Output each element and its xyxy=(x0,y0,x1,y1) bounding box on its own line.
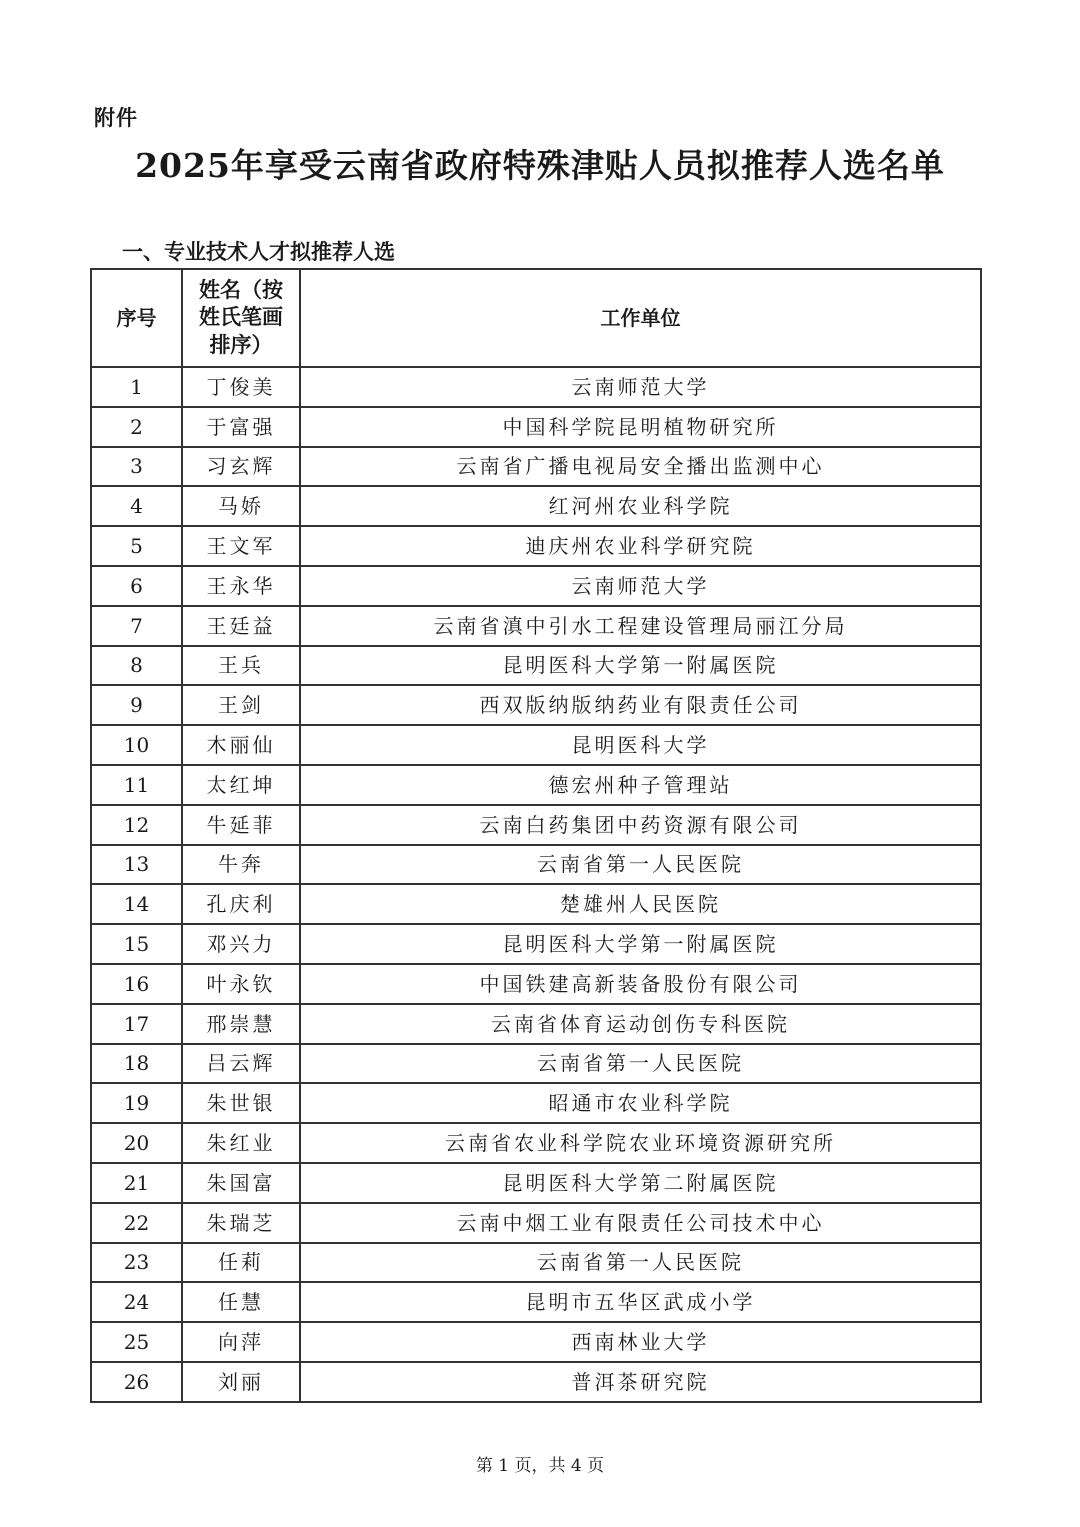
cell-name: 王永华 xyxy=(182,566,300,606)
cell-name: 王文军 xyxy=(182,526,300,566)
cell-unit: 西南林业大学 xyxy=(300,1322,981,1362)
cell-row-number: 2 xyxy=(91,407,182,447)
cell-row-number: 22 xyxy=(91,1203,182,1243)
table-body xyxy=(91,367,981,1402)
cell-row-number: 1 xyxy=(91,367,182,407)
cell-row-number: 24 xyxy=(91,1282,182,1322)
cell-unit: 云南省第一人民医院 xyxy=(300,845,981,885)
table-header-row xyxy=(91,269,981,367)
table-row xyxy=(91,685,981,725)
header-seq: 序号 xyxy=(91,269,182,367)
table-row xyxy=(91,526,981,566)
cell-row-number: 23 xyxy=(91,1243,182,1283)
cell-row-number: 8 xyxy=(91,646,182,686)
cell-unit: 云南省广播电视局安全播出监测中心 xyxy=(300,447,981,487)
cell-row-number: 13 xyxy=(91,845,182,885)
cell-name: 叶永钦 xyxy=(182,964,300,1004)
cell-name: 牛延菲 xyxy=(182,805,300,845)
table-row xyxy=(91,845,981,885)
cell-row-number: 4 xyxy=(91,486,182,526)
cell-row-number: 3 xyxy=(91,447,182,487)
cell-name: 牛奔 xyxy=(182,845,300,885)
cell-unit: 昆明医科大学第一附属医院 xyxy=(300,924,981,964)
table-row xyxy=(91,447,981,487)
cell-name: 朱红业 xyxy=(182,1123,300,1163)
cell-row-number: 11 xyxy=(91,765,182,805)
cell-unit: 中国铁建高新装备股份有限公司 xyxy=(300,964,981,1004)
cell-name: 邓兴力 xyxy=(182,924,300,964)
cell-row-number: 7 xyxy=(91,606,182,646)
cell-unit: 迪庆州农业科学研究院 xyxy=(300,526,981,566)
page-footer: 第 1 页，共 4 页 xyxy=(475,1456,605,1476)
cell-name: 向萍 xyxy=(182,1322,300,1362)
cell-name: 刘丽 xyxy=(182,1362,300,1402)
header-unit: 工作单位 xyxy=(300,269,981,367)
cell-unit: 昆明医科大学第一附属医院 xyxy=(300,646,981,686)
cell-unit: 云南师范大学 xyxy=(300,367,981,407)
attachment-label: 附件 xyxy=(94,106,138,130)
cell-row-number: 19 xyxy=(91,1083,182,1123)
cell-row-number: 15 xyxy=(91,924,182,964)
cell-name: 木丽仙 xyxy=(182,725,300,765)
cell-unit: 德宏州种子管理站 xyxy=(300,765,981,805)
cell-unit: 昆明医科大学 xyxy=(300,725,981,765)
cell-name: 任慧 xyxy=(182,1282,300,1322)
cell-name: 朱世银 xyxy=(182,1083,300,1123)
cell-row-number: 14 xyxy=(91,884,182,924)
cell-unit: 昆明医科大学第二附属医院 xyxy=(300,1163,981,1203)
cell-unit: 云南省第一人民医院 xyxy=(300,1243,981,1283)
cell-row-number: 25 xyxy=(91,1322,182,1362)
table-row xyxy=(91,1243,981,1283)
table-row xyxy=(91,367,981,407)
table-row xyxy=(91,1123,981,1163)
cell-unit: 云南省农业科学院农业环境资源研究所 xyxy=(300,1123,981,1163)
header-name-label: 姓名（按姓氏笔画排序） xyxy=(199,278,283,357)
section-heading: 一、专业技术人才拟推荐人选 xyxy=(122,240,395,264)
cell-row-number: 6 xyxy=(91,566,182,606)
cell-name: 吕云辉 xyxy=(182,1044,300,1084)
cell-name: 王剑 xyxy=(182,685,300,725)
table-row xyxy=(91,1322,981,1362)
table-row xyxy=(91,566,981,606)
table-row xyxy=(91,725,981,765)
candidate-table xyxy=(90,268,982,1403)
table-row xyxy=(91,1083,981,1123)
cell-name: 孔庆利 xyxy=(182,884,300,924)
cell-unit: 红河州农业科学院 xyxy=(300,486,981,526)
table-row xyxy=(91,1163,981,1203)
cell-unit: 云南省体育运动创伤专科医院 xyxy=(300,1004,981,1044)
cell-name: 太红坤 xyxy=(182,765,300,805)
cell-unit: 云南师范大学 xyxy=(300,566,981,606)
table-row xyxy=(91,1004,981,1044)
cell-unit: 普洱茶研究院 xyxy=(300,1362,981,1402)
cell-name: 邢崇慧 xyxy=(182,1004,300,1044)
cell-row-number: 26 xyxy=(91,1362,182,1402)
cell-name: 朱国富 xyxy=(182,1163,300,1203)
cell-unit: 楚雄州人民医院 xyxy=(300,884,981,924)
cell-row-number: 18 xyxy=(91,1044,182,1084)
cell-row-number: 5 xyxy=(91,526,182,566)
cell-name: 丁俊美 xyxy=(182,367,300,407)
cell-unit: 云南中烟工业有限责任公司技术中心 xyxy=(300,1203,981,1243)
table-row xyxy=(91,884,981,924)
table-row xyxy=(91,646,981,686)
table-row xyxy=(91,1362,981,1402)
table-row xyxy=(91,1282,981,1322)
table-row xyxy=(91,924,981,964)
table-row xyxy=(91,486,981,526)
table-row xyxy=(91,765,981,805)
cell-unit: 昭通市农业科学院 xyxy=(300,1083,981,1123)
table-row xyxy=(91,407,981,447)
cell-name: 习玄辉 xyxy=(182,447,300,487)
cell-name: 马娇 xyxy=(182,486,300,526)
document-title: 2025年享受云南省政府特殊津贴人员拟推荐人选名单 xyxy=(135,146,945,185)
cell-name: 任莉 xyxy=(182,1243,300,1283)
cell-unit: 云南省第一人民医院 xyxy=(300,1044,981,1084)
cell-row-number: 12 xyxy=(91,805,182,845)
cell-row-number: 20 xyxy=(91,1123,182,1163)
cell-unit: 云南白药集团中药资源有限公司 xyxy=(300,805,981,845)
cell-row-number: 17 xyxy=(91,1004,182,1044)
cell-unit: 昆明市五华区武成小学 xyxy=(300,1282,981,1322)
cell-row-number: 9 xyxy=(91,685,182,725)
table-row xyxy=(91,1203,981,1243)
cell-row-number: 21 xyxy=(91,1163,182,1203)
header-name xyxy=(182,269,300,367)
cell-name: 王兵 xyxy=(182,646,300,686)
cell-name: 于富强 xyxy=(182,407,300,447)
cell-unit: 云南省滇中引水工程建设管理局丽江分局 xyxy=(300,606,981,646)
table-row xyxy=(91,1044,981,1084)
cell-row-number: 10 xyxy=(91,725,182,765)
cell-row-number: 16 xyxy=(91,964,182,1004)
cell-name: 朱瑞芝 xyxy=(182,1203,300,1243)
cell-unit: 西双版纳版纳药业有限责任公司 xyxy=(300,685,981,725)
table-row xyxy=(91,805,981,845)
cell-unit: 中国科学院昆明植物研究所 xyxy=(300,407,981,447)
cell-name: 王廷益 xyxy=(182,606,300,646)
table-row xyxy=(91,964,981,1004)
table-row xyxy=(91,606,981,646)
